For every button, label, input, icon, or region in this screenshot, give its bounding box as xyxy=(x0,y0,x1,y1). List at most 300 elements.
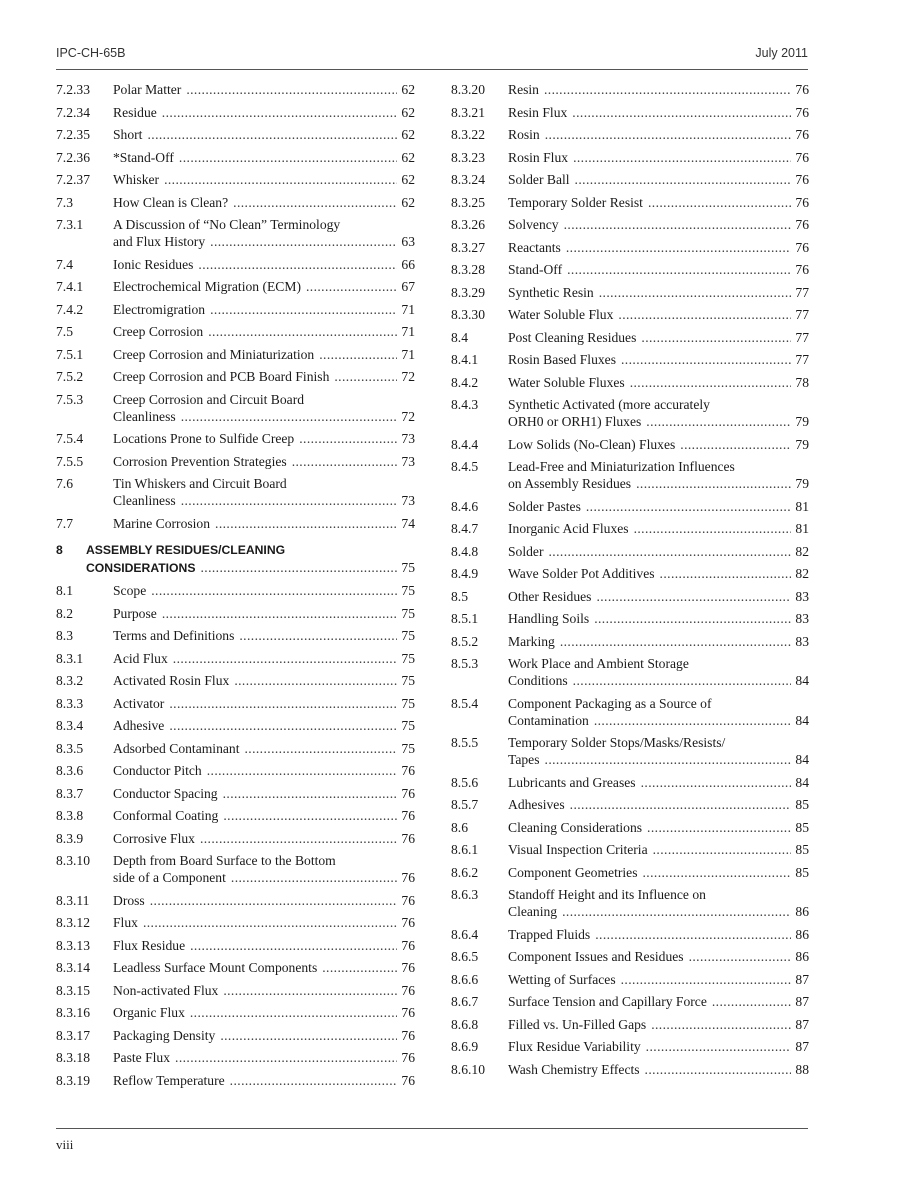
toc-entry-title xyxy=(113,914,415,931)
toc-entry-title xyxy=(113,695,415,712)
toc-title-line xyxy=(113,126,415,143)
dot-leader xyxy=(545,751,792,768)
toc-title-text: Water Soluble Fluxes xyxy=(508,374,625,390)
toc-entry-title xyxy=(508,734,809,768)
toc-title-text: Marine Corrosion xyxy=(113,515,211,531)
toc-entry-title xyxy=(508,774,809,791)
toc-page-number: 76 xyxy=(401,763,415,778)
toc-title-line xyxy=(508,216,809,233)
toc-title-line xyxy=(113,492,415,509)
dot-leader xyxy=(151,582,397,599)
toc-title-text: Other Residues xyxy=(508,588,592,604)
toc-page-number: 83 xyxy=(795,611,809,626)
dot-leader xyxy=(573,672,792,689)
toc-entry-number: 7.2.34 xyxy=(56,104,90,120)
toc-entry xyxy=(56,852,415,886)
toc-entry-number: 8.5.2 xyxy=(451,633,479,649)
toc-page-number: 76 xyxy=(401,830,415,846)
toc-title-text: Lubricants and Greases xyxy=(508,774,636,790)
toc-entry-number: 8.3.27 xyxy=(451,239,485,255)
dot-leader xyxy=(164,171,397,188)
toc-title-text: Surface Tension and Capillary Force xyxy=(508,994,707,1009)
toc-title-line xyxy=(113,695,415,712)
toc-entry-number: 8.4.7 xyxy=(451,521,479,536)
toc-entry-title xyxy=(113,1049,415,1066)
toc-entry xyxy=(56,627,415,644)
toc-title-line xyxy=(508,149,809,166)
dot-leader xyxy=(190,937,397,954)
toc-entry xyxy=(56,1004,415,1021)
toc-entry-title xyxy=(113,982,415,999)
toc-title-line xyxy=(113,937,415,954)
toc-entry-number: 8.3.25 xyxy=(451,194,485,210)
toc-entry-title xyxy=(508,610,809,627)
toc-title-text: Cleaning Considerations xyxy=(508,819,643,835)
dot-leader xyxy=(186,81,397,98)
toc-title-text: How Clean is Clean? xyxy=(113,194,229,210)
toc-entry-number: 8.6.4 xyxy=(451,926,479,942)
toc-entry-title xyxy=(508,588,809,605)
toc-entry-number: 8.6.3 xyxy=(451,887,479,902)
toc-page-number: 85 xyxy=(795,842,809,857)
toc-page-number: 62 xyxy=(401,82,415,97)
toc-entry xyxy=(56,453,415,470)
toc-entry-number: 8.3.6 xyxy=(56,763,84,778)
toc-entry xyxy=(451,948,809,965)
toc-page-number: 87 xyxy=(795,994,809,1009)
toc-entry-title xyxy=(508,104,809,121)
dot-leader xyxy=(573,149,791,166)
dot-leader xyxy=(200,559,397,576)
footer-divider xyxy=(56,1128,808,1129)
toc-page-number: 71 xyxy=(401,324,415,339)
dot-leader xyxy=(319,346,397,363)
toc-entry-title xyxy=(113,430,415,447)
toc-entry-title xyxy=(508,1038,809,1055)
toc-entry-number: 8.4.9 xyxy=(451,566,479,581)
toc-title-line xyxy=(113,1049,415,1066)
toc-title-text: Post Cleaning Residues xyxy=(508,329,637,345)
dot-leader xyxy=(322,959,397,976)
toc-page-number: 76 xyxy=(401,808,415,823)
toc-entry xyxy=(56,582,415,599)
toc-title-line xyxy=(508,436,809,453)
toc-page-number: 72 xyxy=(401,408,415,424)
toc-entry-number: 8.3.19 xyxy=(56,1072,90,1088)
toc-page-number: 81 xyxy=(795,521,809,536)
document-id: IPC-CH-65B xyxy=(56,46,126,60)
toc-title-line xyxy=(113,740,415,757)
toc-page-number: 75 xyxy=(401,559,415,575)
toc-title-line xyxy=(508,819,809,836)
toc-page-number: 71 xyxy=(401,346,415,362)
dot-leader xyxy=(712,993,792,1010)
dot-leader xyxy=(207,762,398,779)
toc-title-line xyxy=(113,453,415,470)
toc-entry-title xyxy=(113,959,415,976)
toc-page-number: 82 xyxy=(795,543,809,559)
dot-leader xyxy=(618,306,791,323)
toc-entry-title xyxy=(508,993,809,1010)
dot-leader xyxy=(651,1016,791,1033)
toc-entry-number: 8.4.8 xyxy=(451,543,479,559)
toc-title-text: Scope xyxy=(113,583,147,598)
toc-entry-title xyxy=(113,1072,415,1089)
dot-leader xyxy=(239,627,397,644)
toc-entry xyxy=(56,81,415,98)
toc-entry-title xyxy=(113,650,415,667)
toc-entry xyxy=(56,368,415,385)
toc-entry xyxy=(56,807,415,824)
toc-title-line xyxy=(113,194,415,211)
toc-page-number: 76 xyxy=(795,172,809,187)
dot-leader xyxy=(181,408,398,425)
toc-entry xyxy=(56,914,415,931)
toc-title-line xyxy=(113,982,415,999)
toc-title-line xyxy=(113,515,415,532)
toc-title-text: Activated Rosin Flux xyxy=(113,673,230,688)
toc-page-number: 84 xyxy=(795,673,809,688)
toc-entry-title xyxy=(508,841,809,858)
toc-entry xyxy=(451,458,809,492)
toc-page-number: 72 xyxy=(401,369,415,384)
toc-entry-number: 7.5.2 xyxy=(56,369,84,384)
toc-title-line xyxy=(113,323,415,340)
toc-entry-title xyxy=(508,886,809,920)
dot-leader xyxy=(599,284,792,301)
toc-entry-number: 8.3.11 xyxy=(56,892,90,908)
toc-title-line xyxy=(113,807,415,824)
toc-title-line xyxy=(113,1004,415,1021)
toc-title-text: Organic Flux xyxy=(113,1005,185,1020)
toc-page-number: 76 xyxy=(401,1027,415,1043)
toc-entry-number: 8.3.16 xyxy=(56,1005,90,1020)
toc-entry xyxy=(56,194,415,211)
toc-title-line xyxy=(113,171,415,188)
toc-page-number: 76 xyxy=(795,239,809,255)
dot-leader xyxy=(621,351,791,368)
toc-entry-title xyxy=(113,171,415,188)
toc-title-line xyxy=(113,475,415,492)
toc-title-line xyxy=(508,306,809,323)
dot-leader xyxy=(162,605,398,622)
dot-leader xyxy=(646,1038,792,1055)
toc-page-number: 76 xyxy=(795,149,809,165)
toc-entry-title xyxy=(508,306,809,323)
toc-entry xyxy=(451,565,809,582)
toc-title-text: Solvency xyxy=(508,217,559,232)
dot-leader xyxy=(570,796,792,813)
dot-leader xyxy=(150,892,398,909)
toc-entry-title xyxy=(508,351,809,368)
toc-entry xyxy=(56,605,415,622)
toc-entry-number: 7.5.1 xyxy=(56,346,84,362)
toc-entry xyxy=(56,301,415,318)
dot-leader xyxy=(210,301,397,318)
toc-title-text: Creep Corrosion xyxy=(113,324,204,339)
toc-entry xyxy=(56,278,415,295)
toc-page-number: 82 xyxy=(795,566,809,581)
toc-title-text: Temporary Solder Resist xyxy=(508,194,643,210)
toc-entry-title xyxy=(113,515,415,532)
toc-entry-title xyxy=(508,819,809,836)
toc-entry xyxy=(451,774,809,791)
dot-leader xyxy=(234,672,397,689)
toc-page-number: 86 xyxy=(795,949,809,964)
toc-title-text: Leadless Surface Mount Components xyxy=(113,960,318,975)
toc-title-text: Flux Residue Variability xyxy=(508,1039,641,1054)
toc-title-line xyxy=(508,81,809,98)
dot-leader xyxy=(595,926,791,943)
toc-entry-title xyxy=(508,520,809,537)
toc-page-number: 87 xyxy=(795,1039,809,1054)
toc-page-number: 76 xyxy=(401,1072,415,1088)
toc-entry xyxy=(451,498,809,515)
toc-title-text: Purpose xyxy=(113,605,157,621)
toc-title-line xyxy=(508,261,809,278)
toc-entry xyxy=(451,886,809,920)
dot-leader xyxy=(169,717,397,734)
toc-entry-title xyxy=(113,149,415,166)
toc-entry-title xyxy=(508,1016,809,1033)
toc-title-text: Component Geometries xyxy=(508,864,638,880)
toc-title-line xyxy=(508,239,809,256)
toc-title-text: Flux xyxy=(113,915,138,930)
toc-title-line xyxy=(113,256,415,273)
toc-title-line xyxy=(113,892,415,909)
toc-title-text: Cleaning xyxy=(508,904,558,919)
toc-title-text: Component Packaging as a Source of xyxy=(508,695,712,711)
toc-entry xyxy=(451,284,809,301)
toc-entry-title xyxy=(113,81,415,98)
document-date: July 2011 xyxy=(755,46,808,60)
toc-entry-number: 8.4 xyxy=(451,329,468,345)
toc-title-line xyxy=(113,368,415,385)
toc-page-number: 76 xyxy=(401,915,415,930)
toc-entry-title xyxy=(508,458,809,492)
toc-title-line xyxy=(508,926,809,943)
toc-title-text: Paste Flux xyxy=(113,1050,171,1065)
toc-entry xyxy=(451,520,809,537)
toc-entry xyxy=(451,971,809,988)
toc-entry-number: 8.6.8 xyxy=(451,1016,479,1032)
toc-entry-number: 8.6 xyxy=(451,819,468,835)
toc-entry xyxy=(56,346,415,363)
toc-entry-number: 8.3 xyxy=(56,628,73,643)
toc-entry xyxy=(451,81,809,98)
toc-entry-number: 8.3.8 xyxy=(56,808,84,823)
dot-leader xyxy=(143,914,397,931)
toc-page-number: 75 xyxy=(401,673,415,688)
dot-leader xyxy=(621,971,792,988)
toc-entry-title xyxy=(508,171,809,188)
toc-title-line xyxy=(508,993,809,1010)
dot-leader xyxy=(200,830,397,847)
toc-entry xyxy=(56,937,415,954)
toc-entry-number: 8.3.3 xyxy=(56,695,84,711)
toc-entry-number: 8.3.2 xyxy=(56,673,84,688)
toc-title-line xyxy=(113,650,415,667)
toc-title-text: Adsorbed Contaminant xyxy=(113,740,240,756)
toc-entry-number: 8.3.22 xyxy=(451,127,485,142)
toc-title-text: Conductor Spacing xyxy=(113,785,218,801)
toc-title-line xyxy=(508,712,809,729)
dot-leader xyxy=(147,126,397,143)
toc-page-number: 71 xyxy=(401,301,415,317)
toc-entry-title xyxy=(508,695,809,729)
toc-title-text: side of a Component xyxy=(113,870,226,885)
toc-title-text: Adhesives xyxy=(508,797,565,812)
toc-title-text: Contamination xyxy=(508,712,589,728)
toc-title-text: Reflow Temperature xyxy=(113,1072,225,1088)
toc-entry xyxy=(56,762,415,779)
toc-title-text: Stand-Off xyxy=(508,262,563,277)
toc-entry-number: 8.6.2 xyxy=(451,864,479,880)
toc-entry xyxy=(451,171,809,188)
toc-page-number: 75 xyxy=(401,628,415,643)
toc-title-text: Corrosive Flux xyxy=(113,830,195,846)
toc-entry-title xyxy=(113,256,415,273)
toc-title-text: Ionic Residues xyxy=(113,256,194,272)
toc-title-line xyxy=(113,81,415,98)
toc-page-number: 83 xyxy=(795,588,809,604)
toc-entry-number: 8.4.4 xyxy=(451,436,479,452)
toc-entry xyxy=(56,695,415,712)
toc-entry xyxy=(451,436,809,453)
toc-entry xyxy=(56,717,415,734)
toc-entry-title xyxy=(508,374,809,391)
toc-title-line xyxy=(508,565,809,582)
dot-leader xyxy=(562,903,791,920)
toc-entry xyxy=(56,171,415,188)
toc-page-number: 84 xyxy=(795,774,809,790)
toc-title-text: Solder Pastes xyxy=(508,498,581,514)
toc-entry-title xyxy=(113,126,415,143)
toc-title-text: Dross xyxy=(113,892,145,908)
toc-entry-title xyxy=(113,830,415,847)
toc-page-number: 62 xyxy=(401,104,415,120)
toc-entry-number: 8.3.21 xyxy=(451,104,485,120)
toc-entry-number: 8.3.13 xyxy=(56,937,90,953)
toc-title-line xyxy=(113,605,415,622)
toc-entry-title xyxy=(113,740,415,757)
toc-entry-number: 8.5.6 xyxy=(451,774,479,790)
dot-leader xyxy=(198,256,397,273)
toc-page-number: 84 xyxy=(795,712,809,728)
toc-entry-title xyxy=(86,542,415,577)
toc-page-number: 77 xyxy=(795,284,809,300)
toc-entry-title xyxy=(113,852,415,886)
toc-page-number: 76 xyxy=(795,104,809,120)
toc-title-line xyxy=(508,1038,809,1055)
dot-leader xyxy=(643,864,792,881)
toc-title-text: Wave Solder Pot Additives xyxy=(508,566,655,581)
toc-entry xyxy=(451,374,809,391)
toc-title-text: Cleanliness xyxy=(113,493,176,508)
toc-entry-title xyxy=(113,717,415,734)
toc-page-number: 75 xyxy=(401,605,415,621)
toc-entry xyxy=(451,194,809,211)
dot-leader xyxy=(190,1004,398,1021)
toc-page-number: 75 xyxy=(401,650,415,666)
toc-title-text: Electrochemical Migration (ECM) xyxy=(113,279,301,294)
toc-title-line xyxy=(508,475,809,492)
dot-leader xyxy=(173,650,398,667)
toc-entry-number: 8.3.23 xyxy=(451,149,485,165)
toc-page-number: 66 xyxy=(401,256,415,272)
toc-entry-title xyxy=(508,633,809,650)
dot-leader xyxy=(596,588,791,605)
dot-leader xyxy=(292,453,398,470)
toc-title-line xyxy=(113,785,415,802)
dot-leader xyxy=(586,498,792,515)
toc-page-number: 73 xyxy=(401,431,415,446)
toc-entry-title xyxy=(508,926,809,943)
toc-page-number: 75 xyxy=(401,583,415,598)
toc-entry-title xyxy=(113,672,415,689)
toc-entry xyxy=(451,239,809,256)
toc-entry-number: 8.5.5 xyxy=(451,735,479,750)
toc-title-text: Resin xyxy=(508,82,539,97)
toc-title-text: Water Soluble Flux xyxy=(508,307,614,322)
dot-leader xyxy=(653,841,792,858)
toc-entry xyxy=(56,104,415,121)
toc-title-line xyxy=(508,194,809,211)
toc-entry-number: 7.3.1 xyxy=(56,217,84,232)
toc-title-text: Conformal Coating xyxy=(113,808,219,823)
toc-title-line xyxy=(508,1061,809,1078)
toc-title-text: Synthetic Activated (more accurately xyxy=(508,397,710,412)
toc-title-line xyxy=(508,396,809,413)
dot-leader xyxy=(244,740,397,757)
toc-title-line xyxy=(508,610,809,627)
toc-entry xyxy=(451,104,809,121)
toc-page-number: 67 xyxy=(401,279,415,294)
dot-leader xyxy=(233,194,397,211)
toc-entry-title xyxy=(113,627,415,644)
toc-page-number: 73 xyxy=(401,493,415,508)
toc-entry-title xyxy=(508,655,809,689)
toc-entry xyxy=(56,785,415,802)
toc-page-number: 88 xyxy=(795,1061,809,1077)
toc-page-number: 77 xyxy=(795,329,809,345)
toc-entry-number: 8.3.20 xyxy=(451,82,485,97)
toc-entry-number: 8.6.7 xyxy=(451,994,479,1009)
toc-entry-title xyxy=(508,498,809,515)
toc-title-line xyxy=(113,278,415,295)
toc-entry xyxy=(451,926,809,943)
toc-title-line xyxy=(113,391,415,408)
toc-title-text: Solder xyxy=(508,543,544,559)
toc-title-line xyxy=(508,458,809,475)
toc-title-text: Acid Flux xyxy=(113,650,168,666)
toc-title-line xyxy=(508,284,809,301)
dot-leader xyxy=(223,785,398,802)
toc-title-text: Rosin xyxy=(508,127,540,142)
toc-entry-title xyxy=(508,543,809,560)
dot-leader xyxy=(175,1049,397,1066)
toc-page-number: 77 xyxy=(795,307,809,322)
toc-entry-title xyxy=(113,301,415,318)
toc-title-text: ORH0 or ORH1) Fluxes xyxy=(508,414,642,429)
header-divider xyxy=(56,69,808,70)
page-number: viii xyxy=(56,1137,74,1152)
toc-title-line xyxy=(508,520,809,537)
toc-title-line xyxy=(508,864,809,881)
toc-title-text: Short xyxy=(113,127,143,142)
toc-entry-number: 8.6.10 xyxy=(451,1061,485,1077)
toc-title-text: Conductor Pitch xyxy=(113,763,202,778)
